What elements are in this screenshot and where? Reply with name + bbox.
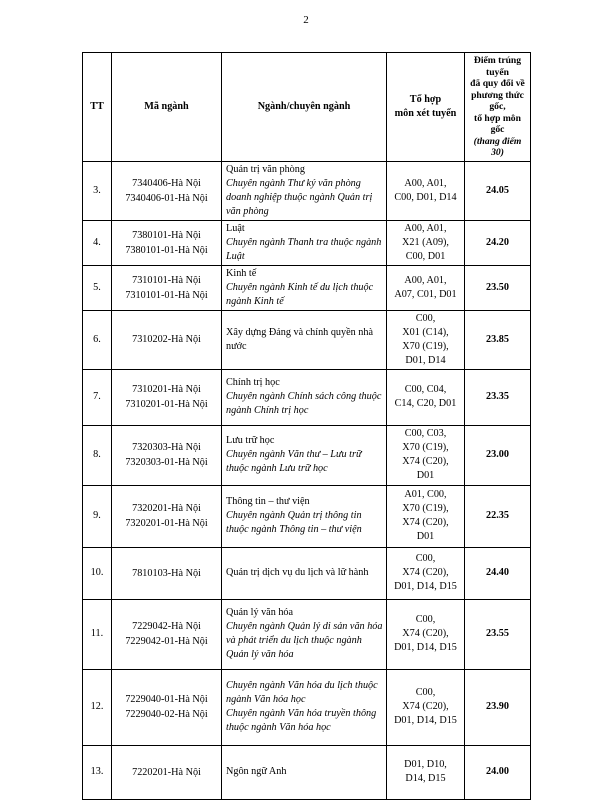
row-number: 11. [83, 599, 112, 669]
table-body [83, 161, 531, 799]
row-number: 5. [83, 265, 112, 310]
major-name-cell [222, 599, 387, 669]
row-number: 3. [83, 161, 112, 220]
subject-combination: C00, [415, 312, 436, 324]
specialization-name: Chuyên ngành Văn thư – Lưu trữ thuộc ngành Lưu trữ học [226, 449, 362, 474]
subject-combination: D01, D14, D15 [394, 715, 457, 726]
table-row [83, 669, 531, 745]
specialization-name: Chuyên ngành Kinh tế du lịch thuộc ngành Kinh tế [226, 281, 374, 307]
subject-combination: X74 (C20), [402, 628, 449, 639]
row-number: 9. [83, 485, 112, 547]
subject-combination: C00, D01, D14 [394, 191, 457, 203]
major-name-cell [222, 220, 387, 265]
table-row [83, 161, 531, 220]
header-score-line5: (thang điểm 30) [473, 135, 522, 158]
subject-combination: C00, C03, [404, 428, 447, 439]
subject-combination: X74 (C20), [402, 567, 449, 578]
subject-combination-cell [387, 485, 465, 547]
subject-combination: D01, D10, [404, 759, 447, 770]
major-code: 7380101-Hà Nội [132, 229, 201, 241]
admission-score: 24.05 [465, 161, 531, 220]
specialization-name: Chuyên ngành Chính sách công thuộc ngành Chính trị học [226, 391, 382, 416]
header-combo-line1: Tổ hợp [409, 93, 442, 105]
major-name-cell [222, 161, 387, 220]
major-code-cell [112, 745, 222, 799]
subject-combination: C00, [415, 687, 436, 698]
table-row [83, 310, 531, 369]
subject-combination: D01 [416, 531, 435, 542]
table-row [83, 220, 531, 265]
major-code: 7380101-01-Hà Nội [125, 244, 208, 256]
subject-combination: X70 (C19), [402, 340, 449, 352]
major-code: 7810103-Hà Nội [132, 567, 201, 579]
major-name: Ngôn ngữ Anh [226, 766, 287, 777]
header-code: Mã ngành [112, 53, 222, 162]
major-code: 7229040-01-Hà Nội [125, 694, 208, 705]
major-name: Luật [226, 222, 245, 234]
subject-combination: D01, D14, D15 [394, 581, 457, 592]
table-row [83, 485, 531, 547]
admission-score: 24.20 [465, 220, 531, 265]
subject-combination: D01 [416, 470, 435, 481]
subject-combination: X74 (C20), [402, 517, 449, 528]
header-combo-line2: môn xét tuyển [394, 107, 457, 119]
subject-combination-cell [387, 310, 465, 369]
subject-combination-cell [387, 369, 465, 425]
admission-score: 23.35 [465, 369, 531, 425]
major-code: 7310202-Hà Nội [132, 334, 201, 345]
major-name-cell [222, 310, 387, 369]
major-code: 7310101-Hà Nội [132, 274, 201, 286]
major-name-cell [222, 485, 387, 547]
subject-combination-cell [387, 547, 465, 599]
major-name: Lưu trữ học [226, 435, 275, 446]
major-code: 7320303-01-Hà Nội [125, 457, 208, 468]
row-number: 10. [83, 547, 112, 599]
row-number: 6. [83, 310, 112, 369]
major-code: 7229042-01-Hà Nội [125, 636, 208, 647]
major-code-cell [112, 265, 222, 310]
page-number: 2 [303, 14, 309, 26]
major-name-cell [222, 425, 387, 485]
subject-combination: X01 (C14), [402, 326, 449, 338]
major-code: 7310101-01-Hà Nội [125, 289, 208, 301]
row-number: 7. [83, 369, 112, 425]
subject-combination: C00, D01 [405, 250, 446, 262]
major-name: Xây dựng Đảng và chính quyền nhà nước [226, 326, 373, 352]
subject-combination: A00, A01, [404, 274, 447, 286]
header-score-line2: đã quy đổi về [470, 78, 525, 89]
header-score [465, 53, 531, 162]
admission-score: 22.35 [465, 485, 531, 547]
major-code: 7229040-02-Hà Nội [125, 709, 208, 720]
admission-score-table [82, 52, 531, 800]
row-number: 12. [83, 669, 112, 745]
admission-score: 24.00 [465, 745, 531, 799]
major-code: 7320201-Hà Nội [132, 503, 201, 514]
subject-combination-cell [387, 265, 465, 310]
subject-combination-cell [387, 161, 465, 220]
subject-combination: D01, D14, D15 [394, 642, 457, 653]
subject-combination: A01, C00, [404, 489, 447, 500]
major-name-cell [222, 547, 387, 599]
subject-combination: X21 (A09), [402, 236, 449, 248]
admission-score: 23.85 [465, 310, 531, 369]
subject-combination: C00, C04, [404, 384, 447, 395]
major-name-cell [222, 669, 387, 745]
major-code: 7340406-01-Hà Nội [125, 192, 208, 204]
major-name-cell [222, 745, 387, 799]
specialization-name: Chuyên ngành Quản trị thông tin thuộc ngành Thông tin – thư viện [226, 510, 362, 535]
subject-combination: A00, A01, [404, 222, 447, 234]
specialization-name: Chuyên ngành Quản lý di sản văn hóa và phát triển du lịch thuộc ngành Quản lý văn hóa [226, 621, 383, 660]
major-name: Thông tin – thư viện [226, 496, 310, 507]
subject-combination-cell [387, 745, 465, 799]
major-code-cell [112, 547, 222, 599]
major-code-cell [112, 161, 222, 220]
header-combo [387, 53, 465, 162]
major-name: Chính trị học [226, 377, 280, 388]
major-name: Quản trị dịch vụ du lịch và lữ hành [226, 567, 369, 578]
table-header-row [83, 53, 531, 162]
subject-combination: D14, D15 [405, 773, 446, 784]
row-number: 4. [83, 220, 112, 265]
subject-combination-cell [387, 669, 465, 745]
major-code: 7310201-01-Hà Nội [125, 399, 208, 410]
major-code: 7229042-Hà Nội [132, 621, 201, 632]
row-number: 13. [83, 745, 112, 799]
subject-combination: X70 (C19), [402, 442, 449, 453]
subject-combination: A00, A01, [404, 177, 447, 189]
major-code-cell [112, 220, 222, 265]
major-name: Quản lý văn hóa [226, 607, 294, 618]
table-row [83, 745, 531, 799]
header-major: Ngành/chuyên ngành [222, 53, 387, 162]
subject-combination-cell [387, 425, 465, 485]
specialization-name: Chuyên ngành Thư ký văn phòng doanh nghiệp thuộc ngành Quản trị văn phòng [226, 177, 373, 217]
specialization-name: Chuyên ngành Thanh tra thuộc ngành Luật [226, 236, 382, 262]
specialization-name: Chuyên ngành Văn hóa truyền thông thuộc ngành Văn hóa học [226, 708, 377, 733]
major-name: Quản trị văn phòng [226, 163, 305, 175]
admission-score: 23.55 [465, 599, 531, 669]
subject-combination-cell [387, 220, 465, 265]
major-code-cell [112, 599, 222, 669]
major-code: 7310201-Hà Nội [132, 384, 201, 395]
major-code-cell [112, 669, 222, 745]
admission-score: 23.00 [465, 425, 531, 485]
subject-combination-cell [387, 599, 465, 669]
subject-combination: D01, D14 [405, 354, 446, 366]
major-code: 7220201-Hà Nội [132, 766, 201, 778]
subject-combination: X74 (C20), [402, 456, 449, 467]
subject-combination: C00, [415, 614, 436, 625]
major-code-cell [112, 310, 222, 369]
header-score-line3: phương thức gốc, [471, 89, 524, 112]
major-code: 7320303-Hà Nội [132, 442, 201, 453]
major-code: 7340406-Hà Nội [132, 177, 201, 189]
table-row [83, 425, 531, 485]
subject-combination: A07, C01, D01 [394, 288, 457, 300]
subject-combination: C14, C20, D01 [394, 398, 457, 409]
admission-score: 23.90 [465, 669, 531, 745]
subject-combination: X70 (C19), [402, 503, 449, 514]
header-score-line4: tổ hợp môn gốc [474, 112, 521, 135]
table-row [83, 547, 531, 599]
admission-score: 23.50 [465, 265, 531, 310]
admission-score: 24.40 [465, 547, 531, 599]
subject-combination: C00, [415, 553, 436, 564]
specialization-name: Chuyên ngành Văn hóa du lịch thuộc ngành Văn hóa học [226, 680, 378, 705]
header-tt: TT [83, 53, 112, 162]
row-number: 8. [83, 425, 112, 485]
major-name: Kinh tế [226, 267, 257, 279]
major-code-cell [112, 485, 222, 547]
table-row [83, 369, 531, 425]
subject-combination: X74 (C20), [402, 701, 449, 712]
table-row [83, 265, 531, 310]
major-code-cell [112, 369, 222, 425]
major-name-cell [222, 369, 387, 425]
header-score-line1: Điểm trúng tuyển [473, 55, 522, 78]
major-name-cell [222, 265, 387, 310]
table-row [83, 599, 531, 669]
major-code: 7320201-01-Hà Nội [125, 518, 208, 529]
major-code-cell [112, 425, 222, 485]
